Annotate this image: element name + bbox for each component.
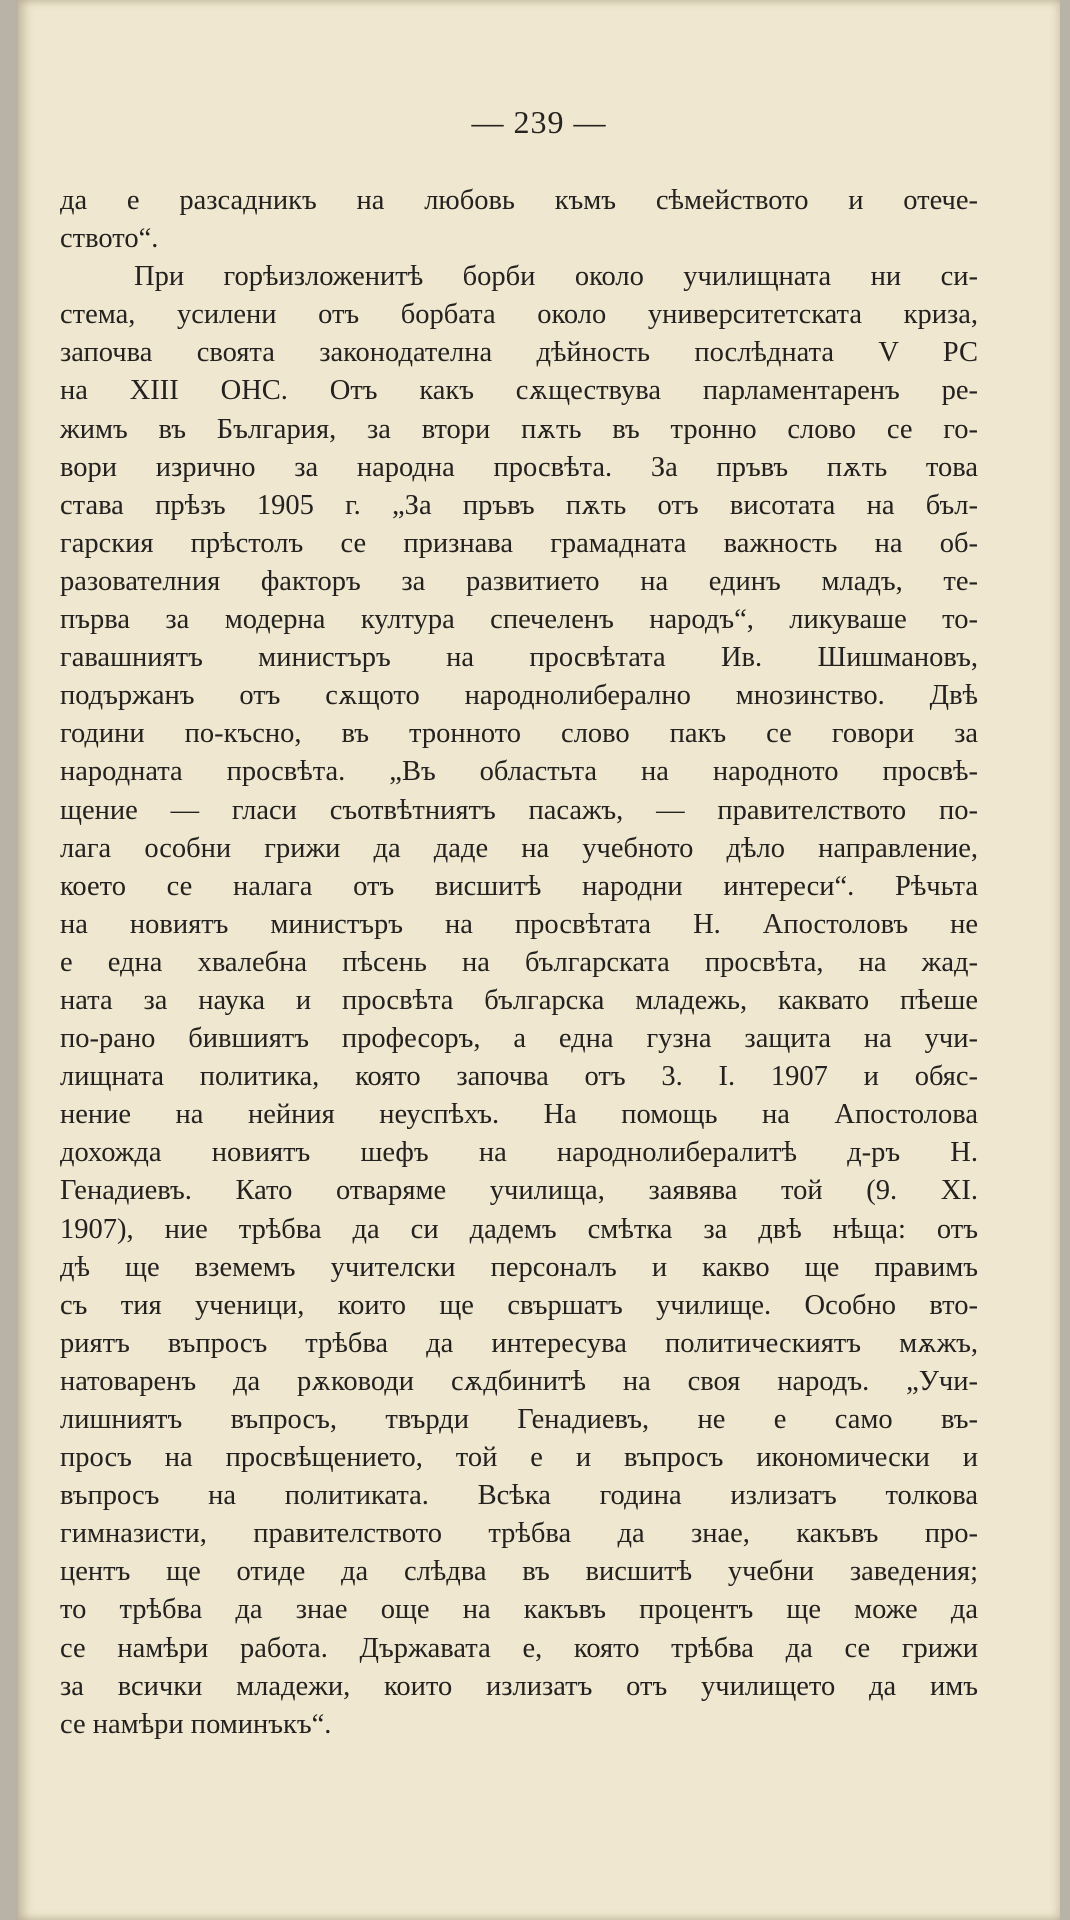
text-line: разователния факторъ за развитието на единъ младъ, те- bbox=[60, 565, 978, 597]
text-line: 1907), ние трѣбва да си дадемъ смѣтка за двѣ нѣща: отъ bbox=[60, 1213, 978, 1245]
text-line: става прѣзъ 1905 г. „За пръвъ пѫть отъ висотата на бъл- bbox=[60, 489, 978, 521]
text-line: лищната политика, която започва отъ 3. I. 1907 и обяс- bbox=[60, 1061, 978, 1093]
text-line: дѣ ще вземемъ учителски персоналъ и какво ще правимъ bbox=[60, 1251, 978, 1283]
book-page bbox=[18, 0, 1060, 1920]
text-line: лишниятъ въпросъ, твърди Генадиевъ, не е само въ- bbox=[60, 1404, 978, 1435]
text-line: на новиятъ министъръ на просвѣтата Н. Апостоловъ не bbox=[60, 908, 978, 940]
text-line: е една хвалебна пѣсень на българската просвѣта, на жад- bbox=[60, 946, 978, 978]
text-line: стема, усилени отъ борбата около университетската криза, bbox=[60, 299, 978, 331]
text-line: по-рано бившиятъ професоръ, а една гузна защита на учи- bbox=[60, 1023, 978, 1055]
text-line: подържанъ отъ сѫщото народнолиберално мнозинство. Двѣ bbox=[60, 680, 978, 712]
text-line: въпросъ на политиката. Всѣка година излизатъ толкова bbox=[60, 1480, 978, 1512]
text-line: то трѣбва да знае още на какъвъ процентъ ще може да bbox=[60, 1594, 978, 1626]
text-line: риятъ въпросъ трѣбва да интересува политическиятъ мѫжъ, bbox=[60, 1327, 978, 1359]
text-line: ството“. bbox=[60, 223, 159, 255]
text-line: за всички младежи, които излизатъ отъ училището да имъ bbox=[60, 1670, 978, 1702]
text-line: гимназисти, правителството трѣбва да знае, какъвъ про- bbox=[60, 1518, 978, 1550]
text-line: съ тия ученици, които ще свършатъ училище. Особно вто- bbox=[60, 1289, 978, 1321]
text-line: се намѣри работа. Държавата е, която трѣбва да се грижи bbox=[60, 1632, 978, 1664]
text-line: Генадиевъ. Като отваряме училища, заявява той (9. XI. bbox=[60, 1175, 978, 1207]
text-line: При горѣизложенитѣ борби около училищната ни си- bbox=[134, 261, 978, 293]
text-line: дохожда новиятъ шефъ на народнолибералитѣ д-ръ Н. bbox=[60, 1137, 978, 1169]
text-line: гавашниятъ министъръ на просвѣтата Ив. Шишмановъ, bbox=[60, 642, 978, 674]
body-text bbox=[60, 182, 978, 1744]
text-line: нение на нейния неуспѣхъ. На помощь на Апостолова bbox=[60, 1099, 978, 1131]
text-line: вори изрично за народна просвѣта. За пръвъ пѫть това bbox=[60, 451, 978, 483]
text-line: центъ ще отиде да слѣдва въ висшитѣ учебни заведения; bbox=[60, 1556, 978, 1588]
text-line: което се налага отъ висшитѣ народни интереси“. Рѣчьта bbox=[60, 870, 978, 902]
text-line: започва своята законодателна дѣйность послѣдната V РС bbox=[60, 337, 978, 369]
text-line: народната просвѣта. „Въ областьта на народното просвѣ- bbox=[60, 756, 978, 788]
text-line: жимъ въ България, за втори пѫть въ тронно слово се го- bbox=[60, 413, 978, 445]
text-line: натоваренъ да рѫководи сѫдбинитѣ на своя народъ. „Учи- bbox=[60, 1365, 978, 1397]
page-number: — 239 — bbox=[471, 104, 607, 140]
text-line: ната за наука и просвѣта българска младежь, каквато пѣеше bbox=[60, 984, 978, 1016]
text-line: просъ на просвѣщението, той е и въпросъ икономически и bbox=[60, 1442, 978, 1474]
text-line: години по-късно, въ тронното слово пакъ се говори за bbox=[60, 718, 978, 750]
text-line: се намѣри поминъкъ“. bbox=[60, 1708, 332, 1740]
text-line: да е разсадникъ на любовь къмъ сѣмейството и отече- bbox=[60, 185, 978, 216]
text-line: щение — гласи съотвѣтниятъ пасажъ, — правителството по- bbox=[60, 794, 978, 826]
text-line: първа за модерна култура спечеленъ народъ“, ликуваше то- bbox=[60, 604, 978, 636]
text-line: лага особни грижи да даде на учебното дѣло направление, bbox=[60, 832, 978, 864]
text-line: гарския прѣстолъ се признава грамадната важность на об- bbox=[60, 527, 978, 559]
text-line: на XIII ОНС. Отъ какъ сѫществува парламентаренъ ре- bbox=[60, 375, 978, 407]
